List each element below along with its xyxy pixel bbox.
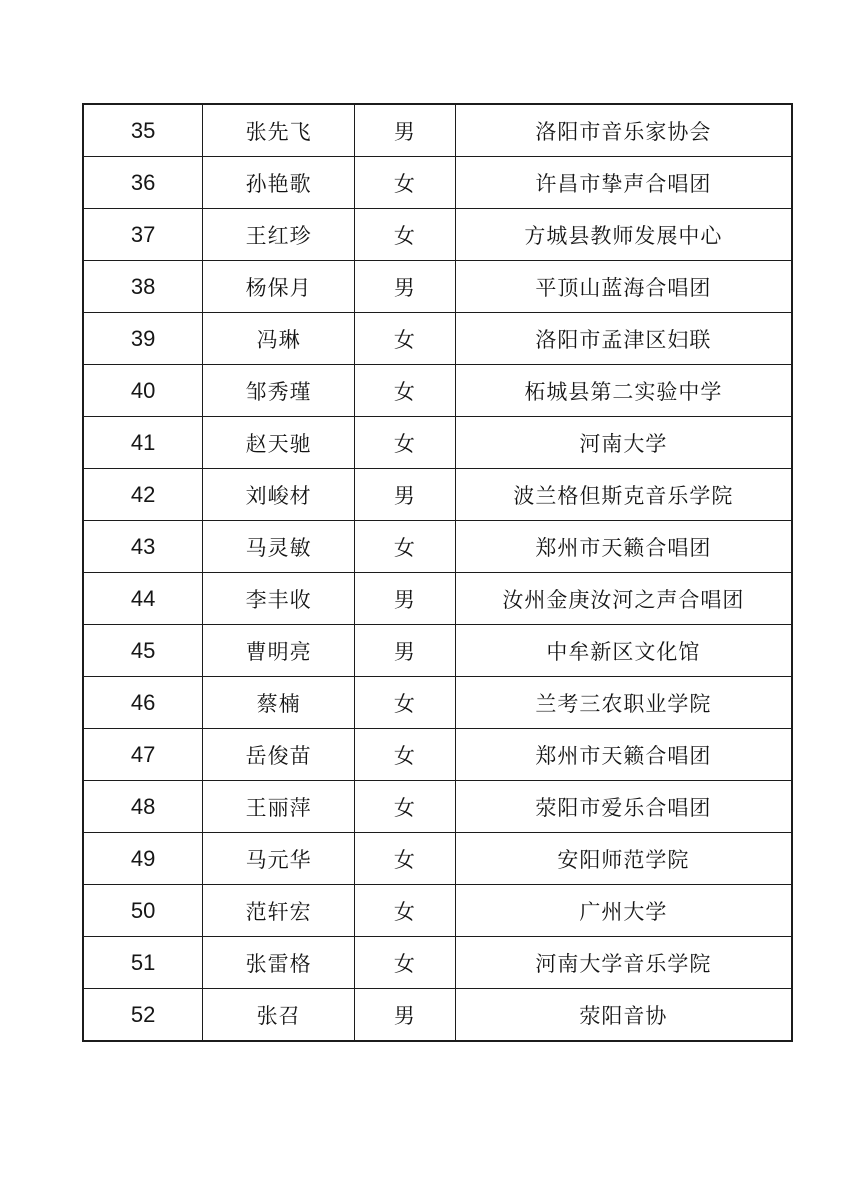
table-row xyxy=(83,313,792,365)
row-number-cell: 41 xyxy=(83,417,203,469)
row-number-cell: 42 xyxy=(83,469,203,521)
name-cell: 曹明亮 xyxy=(203,625,355,677)
row-number-cell: 49 xyxy=(83,833,203,885)
row-number-cell: 36 xyxy=(83,157,203,209)
table-row xyxy=(83,677,792,729)
row-number-cell: 40 xyxy=(83,365,203,417)
organization-cell: 郑州市天籁合唱团 xyxy=(455,729,792,781)
name-cell: 孙艳歌 xyxy=(203,157,355,209)
row-number-cell: 50 xyxy=(83,885,203,937)
table-row xyxy=(83,989,792,1042)
table-row xyxy=(83,573,792,625)
row-number-cell: 37 xyxy=(83,209,203,261)
gender-cell: 女 xyxy=(355,781,456,833)
gender-cell: 男 xyxy=(355,573,456,625)
row-number-cell: 43 xyxy=(83,521,203,573)
gender-cell: 女 xyxy=(355,521,456,573)
organization-cell: 汝州金庚汝河之声合唱团 xyxy=(455,573,792,625)
name-cell: 王红珍 xyxy=(203,209,355,261)
name-cell: 赵天驰 xyxy=(203,417,355,469)
name-cell: 张雷格 xyxy=(203,937,355,989)
name-cell: 冯琳 xyxy=(203,313,355,365)
row-number-cell: 39 xyxy=(83,313,203,365)
organization-cell: 安阳师范学院 xyxy=(455,833,792,885)
table-row xyxy=(83,521,792,573)
table-row xyxy=(83,417,792,469)
gender-cell: 男 xyxy=(355,104,456,157)
name-cell: 范轩宏 xyxy=(203,885,355,937)
row-number-cell: 52 xyxy=(83,989,203,1042)
organization-cell: 许昌市挚声合唱团 xyxy=(455,157,792,209)
name-cell: 王丽萍 xyxy=(203,781,355,833)
table-row xyxy=(83,625,792,677)
organization-cell: 柘城县第二实验中学 xyxy=(455,365,792,417)
table-row xyxy=(83,885,792,937)
name-cell: 岳俊苗 xyxy=(203,729,355,781)
row-number-cell: 45 xyxy=(83,625,203,677)
name-cell: 张先飞 xyxy=(203,104,355,157)
row-number-cell: 48 xyxy=(83,781,203,833)
gender-cell: 女 xyxy=(355,937,456,989)
table-row xyxy=(83,365,792,417)
row-number-cell: 35 xyxy=(83,104,203,157)
name-cell: 李丰收 xyxy=(203,573,355,625)
row-number-cell: 44 xyxy=(83,573,203,625)
organization-cell: 河南大学 xyxy=(455,417,792,469)
gender-cell: 女 xyxy=(355,209,456,261)
gender-cell: 女 xyxy=(355,729,456,781)
name-cell: 杨保月 xyxy=(203,261,355,313)
organization-cell: 兰考三农职业学院 xyxy=(455,677,792,729)
table-row xyxy=(83,209,792,261)
table-row xyxy=(83,469,792,521)
gender-cell: 女 xyxy=(355,833,456,885)
table-row xyxy=(83,937,792,989)
gender-cell: 女 xyxy=(355,157,456,209)
table-row xyxy=(83,261,792,313)
name-cell: 邹秀瑾 xyxy=(203,365,355,417)
gender-cell: 女 xyxy=(355,677,456,729)
table-row xyxy=(83,781,792,833)
table-row xyxy=(83,157,792,209)
roster-table xyxy=(82,103,793,1042)
organization-cell: 洛阳市孟津区妇联 xyxy=(455,313,792,365)
organization-cell: 荥阳音协 xyxy=(455,989,792,1042)
name-cell: 刘峻材 xyxy=(203,469,355,521)
name-cell: 马灵敏 xyxy=(203,521,355,573)
organization-cell: 平顶山蓝海合唱团 xyxy=(455,261,792,313)
row-number-cell: 46 xyxy=(83,677,203,729)
organization-cell: 广州大学 xyxy=(455,885,792,937)
row-number-cell: 51 xyxy=(83,937,203,989)
organization-cell: 郑州市天籁合唱团 xyxy=(455,521,792,573)
name-cell: 马元华 xyxy=(203,833,355,885)
organization-cell: 荥阳市爱乐合唱团 xyxy=(455,781,792,833)
gender-cell: 女 xyxy=(355,885,456,937)
gender-cell: 女 xyxy=(355,417,456,469)
organization-cell: 洛阳市音乐家协会 xyxy=(455,104,792,157)
gender-cell: 女 xyxy=(355,313,456,365)
organization-cell: 河南大学音乐学院 xyxy=(455,937,792,989)
name-cell: 蔡楠 xyxy=(203,677,355,729)
roster-table-body xyxy=(83,104,792,1041)
gender-cell: 男 xyxy=(355,261,456,313)
table-row xyxy=(83,833,792,885)
gender-cell: 男 xyxy=(355,469,456,521)
table-row xyxy=(83,104,792,157)
organization-cell: 波兰格但斯克音乐学院 xyxy=(455,469,792,521)
organization-cell: 中牟新区文化馆 xyxy=(455,625,792,677)
gender-cell: 男 xyxy=(355,989,456,1042)
row-number-cell: 47 xyxy=(83,729,203,781)
table-row xyxy=(83,729,792,781)
gender-cell: 男 xyxy=(355,625,456,677)
row-number-cell: 38 xyxy=(83,261,203,313)
organization-cell: 方城县教师发展中心 xyxy=(455,209,792,261)
gender-cell: 女 xyxy=(355,365,456,417)
name-cell: 张召 xyxy=(203,989,355,1042)
